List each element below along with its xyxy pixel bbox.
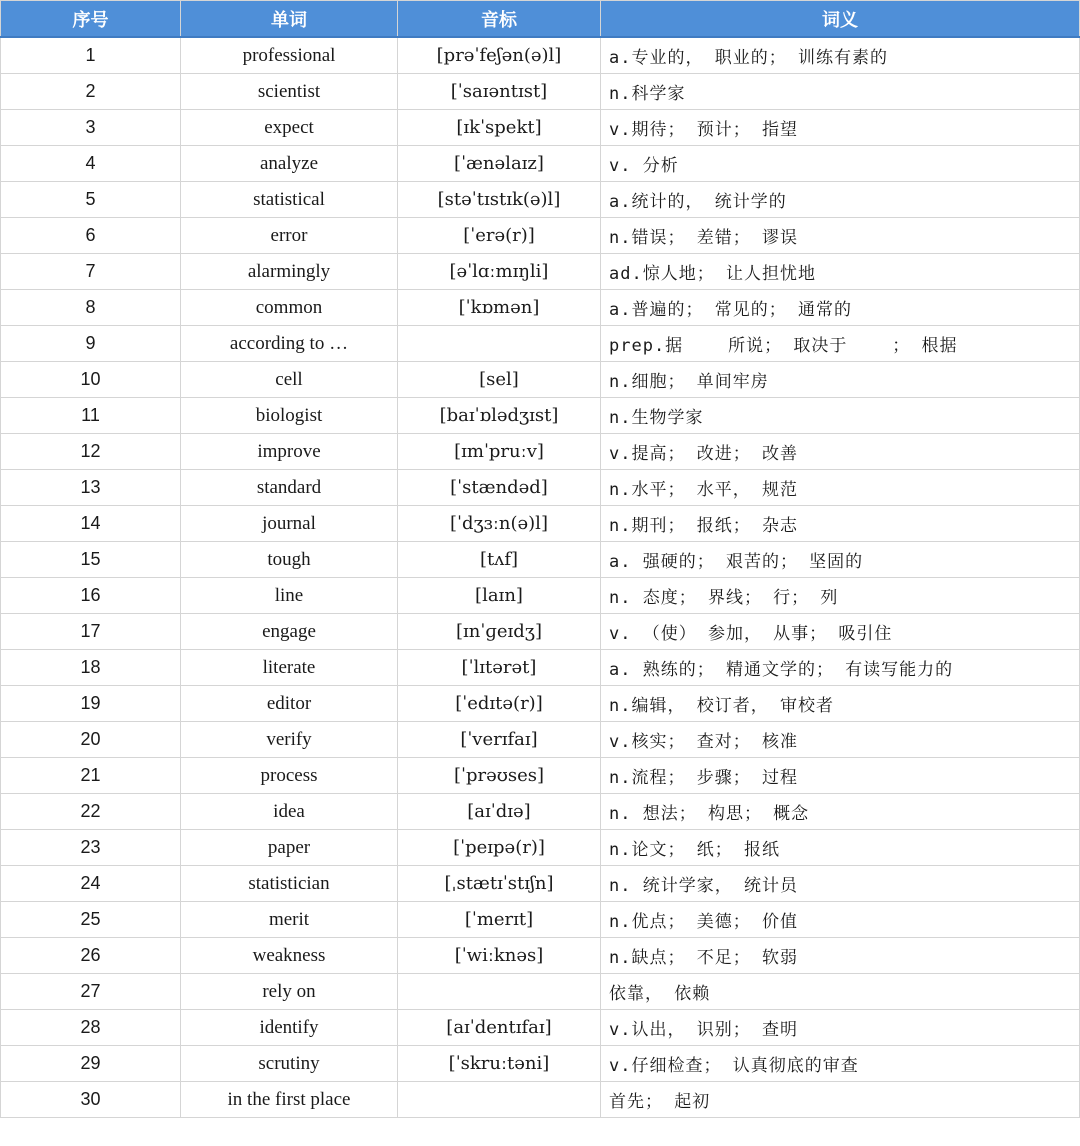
row-word: editor [181,686,398,722]
table-row [1,146,1080,182]
row-meaning: a.普遍的； 常见的； 通常的 [601,290,1080,326]
table-row [1,542,1080,578]
row-word: rely on [181,974,398,1010]
table-row [1,1082,1080,1118]
row-word: weakness [181,938,398,974]
row-word: scrutiny [181,1046,398,1082]
row-index: 6 [1,218,181,254]
row-meaning: v. （使） 参加， 从事； 吸引住 [601,614,1080,650]
row-index: 30 [1,1082,181,1118]
row-phonetic: [prəˈfeʃən(ə)l] [398,37,601,74]
row-phonetic: [əˈlɑːmɪŋli] [398,254,601,290]
row-meaning: a. 熟练的； 精通文学的； 有读写能力的 [601,650,1080,686]
row-word: according to … [181,326,398,362]
row-index: 25 [1,902,181,938]
table-row [1,650,1080,686]
row-phonetic: [sel] [398,362,601,398]
table-row [1,254,1080,290]
row-word: improve [181,434,398,470]
row-index: 11 [1,398,181,434]
row-phonetic: [ɪmˈpruːv] [398,434,601,470]
row-meaning: v.认出， 识别； 查明 [601,1010,1080,1046]
row-word: journal [181,506,398,542]
table-row [1,506,1080,542]
row-index: 21 [1,758,181,794]
row-word: common [181,290,398,326]
row-meaning: n.编辑， 校订者， 审校者 [601,686,1080,722]
table-row [1,362,1080,398]
row-phonetic: [ˈænəlaɪz] [398,146,601,182]
row-phonetic: [stəˈtɪstɪk(ə)l] [398,182,601,218]
row-word: in the first place [181,1082,398,1118]
row-meaning: n. 统计学家， 统计员 [601,866,1080,902]
row-index: 1 [1,37,181,74]
row-phonetic: [ˈmerɪt] [398,902,601,938]
row-meaning: n.科学家 [601,74,1080,110]
table-header [1,1,1080,38]
table-row [1,110,1080,146]
row-meaning: v.仔细检查； 认真彻底的审查 [601,1046,1080,1082]
row-phonetic: [tʌf] [398,542,601,578]
row-phonetic: [ˌstætɪˈstɪʃn] [398,866,601,902]
row-index: 3 [1,110,181,146]
row-phonetic: [ɪnˈɡeɪdʒ] [398,614,601,650]
row-meaning: 依靠， 依赖 [601,974,1080,1010]
row-phonetic [398,1082,601,1118]
table-row [1,74,1080,110]
row-meaning: n.细胞； 单间牢房 [601,362,1080,398]
row-meaning: n.水平； 水平， 规范 [601,470,1080,506]
row-phonetic: [ˈpeɪpə(r)] [398,830,601,866]
table-row [1,902,1080,938]
row-meaning: n.期刊； 报纸； 杂志 [601,506,1080,542]
table-row [1,398,1080,434]
row-phonetic: [ˈlɪtərət] [398,650,601,686]
row-word: standard [181,470,398,506]
row-word: verify [181,722,398,758]
row-index: 24 [1,866,181,902]
row-index: 10 [1,362,181,398]
row-index: 14 [1,506,181,542]
row-word: professional [181,37,398,74]
table-body [1,37,1080,1118]
row-phonetic: [aɪˈdɪə] [398,794,601,830]
row-word: biologist [181,398,398,434]
row-word: process [181,758,398,794]
row-meaning: a. 强硬的； 艰苦的； 坚固的 [601,542,1080,578]
table-row [1,326,1080,362]
row-meaning: n. 想法； 构思； 概念 [601,794,1080,830]
header-index: 序号 [1,1,181,38]
row-word: identify [181,1010,398,1046]
table-row [1,686,1080,722]
row-index: 2 [1,74,181,110]
row-meaning: n.缺点； 不足； 软弱 [601,938,1080,974]
table-row [1,974,1080,1010]
table-row [1,866,1080,902]
row-word: line [181,578,398,614]
row-index: 19 [1,686,181,722]
row-index: 23 [1,830,181,866]
table-row [1,1010,1080,1046]
row-meaning: prep.据 所说； 取决于 ； 根据 [601,326,1080,362]
header-phonetic: 音标 [398,1,601,38]
table-row [1,218,1080,254]
row-index: 12 [1,434,181,470]
row-meaning: n.生物学家 [601,398,1080,434]
row-word: tough [181,542,398,578]
row-meaning: n.流程； 步骤； 过程 [601,758,1080,794]
row-phonetic: [aɪˈdentɪfaɪ] [398,1010,601,1046]
row-word: merit [181,902,398,938]
row-phonetic: [ˈskruːtəni] [398,1046,601,1082]
row-meaning: a.统计的， 统计学的 [601,182,1080,218]
row-index: 27 [1,974,181,1010]
row-index: 8 [1,290,181,326]
row-phonetic [398,974,601,1010]
row-word: idea [181,794,398,830]
row-index: 18 [1,650,181,686]
row-index: 9 [1,326,181,362]
row-phonetic: [ˈwiːknəs] [398,938,601,974]
row-meaning: n.错误； 差错； 谬误 [601,218,1080,254]
row-word: analyze [181,146,398,182]
row-phonetic: [baɪˈɒlədʒɪst] [398,398,601,434]
row-word: engage [181,614,398,650]
row-phonetic: [ˈprəʊses] [398,758,601,794]
row-index: 22 [1,794,181,830]
header-meaning: 词义 [601,1,1080,38]
row-word: alarmingly [181,254,398,290]
row-meaning: 首先； 起初 [601,1082,1080,1118]
table-row [1,758,1080,794]
row-index: 13 [1,470,181,506]
row-index: 7 [1,254,181,290]
row-phonetic: [ˈedɪtə(r)] [398,686,601,722]
table-row [1,938,1080,974]
table-row [1,1046,1080,1082]
row-phonetic: [ˈkɒmən] [398,290,601,326]
row-meaning: v.提高； 改进； 改善 [601,434,1080,470]
row-word: cell [181,362,398,398]
row-meaning: n. 态度； 界线； 行； 列 [601,578,1080,614]
table-row [1,830,1080,866]
row-phonetic: [laɪn] [398,578,601,614]
table-row [1,290,1080,326]
row-meaning: v.核实； 查对； 核准 [601,722,1080,758]
header-word: 单词 [181,1,398,38]
header-row [1,1,1080,38]
row-word: statistician [181,866,398,902]
row-meaning: n.优点； 美德； 价值 [601,902,1080,938]
row-meaning: v. 分析 [601,146,1080,182]
table-row [1,578,1080,614]
row-index: 17 [1,614,181,650]
row-index: 4 [1,146,181,182]
row-index: 20 [1,722,181,758]
row-index: 29 [1,1046,181,1082]
row-meaning: v.期待； 预计； 指望 [601,110,1080,146]
row-index: 5 [1,182,181,218]
row-word: error [181,218,398,254]
table-row [1,722,1080,758]
row-meaning: ad.惊人地； 让人担忧地 [601,254,1080,290]
row-phonetic [398,326,601,362]
row-word: expect [181,110,398,146]
row-phonetic: [ˈsaɪəntɪst] [398,74,601,110]
table-row [1,182,1080,218]
table-row [1,614,1080,650]
row-index: 26 [1,938,181,974]
row-phonetic: [ˈverɪfaɪ] [398,722,601,758]
row-index: 15 [1,542,181,578]
row-index: 16 [1,578,181,614]
row-phonetic: [ˈstændəd] [398,470,601,506]
row-word: statistical [181,182,398,218]
row-meaning: n.论文； 纸； 报纸 [601,830,1080,866]
table-row [1,434,1080,470]
table-row [1,37,1080,74]
row-word: paper [181,830,398,866]
table-row [1,470,1080,506]
row-word: scientist [181,74,398,110]
row-meaning: a.专业的， 职业的； 训练有素的 [601,37,1080,74]
row-phonetic: [ɪkˈspekt] [398,110,601,146]
row-word: literate [181,650,398,686]
row-phonetic: [ˈerə(r)] [398,218,601,254]
table-row [1,794,1080,830]
row-index: 28 [1,1010,181,1046]
row-phonetic: [ˈdʒɜːn(ə)l] [398,506,601,542]
